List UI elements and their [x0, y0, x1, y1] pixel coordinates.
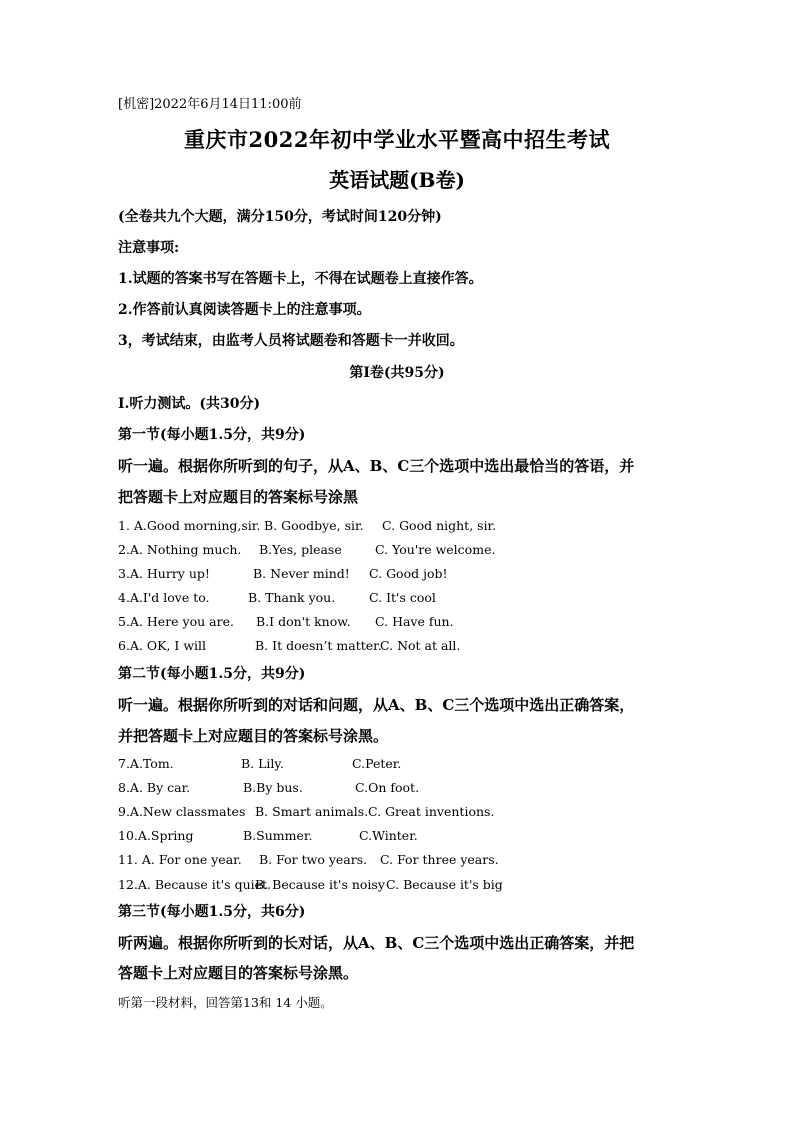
- section2-instruction-line1: 听一遍。根据你所听到的对话和问题，从A、B、C三个选项中选出正确答案，: [118, 696, 635, 714]
- option-a: 9.A.New classmates: [118, 804, 246, 819]
- option-b: B.Yes, please: [259, 542, 342, 557]
- option-b: B.By bus.: [243, 780, 303, 795]
- section3-instruction-line2: 答题卡上对应题目的答案标号涂黑。: [118, 964, 359, 982]
- option-c: C.Peter.: [352, 756, 402, 771]
- note-item-3: 3，考试结束，由监考人员将试题卷和答题卡一并收回。: [118, 333, 464, 349]
- exam-title: 重庆市2022年初中学业水平暨高中招生考试: [184, 127, 610, 152]
- option-a: 3.A. Hurry up!: [118, 566, 210, 581]
- listening-section-title: I.听力测试。(共30分): [118, 396, 261, 412]
- option-c: C.Winter.: [359, 828, 418, 843]
- section1-instruction-line2: 把答题卡上对应题目的答案标号涂黑: [118, 488, 359, 506]
- option-b: B.Summer.: [243, 828, 313, 843]
- option-a: 8.A. By car.: [118, 780, 191, 795]
- option-b: B. For two years.: [259, 852, 368, 867]
- option-c: C. Good job!: [369, 566, 448, 581]
- section3-title: 第三节(每小题1.5分，共6分): [118, 904, 306, 920]
- option-a: 1. A.Good morning,sir.: [118, 518, 261, 533]
- option-a: 4.A.I'd love to.: [118, 590, 210, 605]
- note-item-2: 2.作答前认真阅读答题卡上的注意事项。: [118, 302, 371, 318]
- option-b: B. Because it's noisy: [255, 877, 385, 892]
- section3-instruction-line1: 听两遍。根据你所听到的长对话，从A、B、C三个选项中选出正确答案，并把: [118, 934, 635, 952]
- confidential-note: [机密]2022年6月14日11:00前: [118, 97, 302, 112]
- section2-title: 第二节(每小题1.5分，共9分): [118, 666, 306, 682]
- section2-instruction-line2: 并把答题卡上对应题目的答案标号涂黑。: [118, 727, 389, 745]
- option-b: B. Thank you.: [248, 590, 336, 605]
- section1-title: 第一节(每小题1.5分，共9分): [118, 427, 306, 443]
- option-b: B. Lily.: [241, 756, 284, 771]
- option-c: C.On foot.: [355, 780, 420, 795]
- option-b: B. Goodbye, sir.: [264, 518, 364, 533]
- option-a: 10.A.Spring: [118, 828, 194, 843]
- option-c: C. Great inventions.: [368, 804, 495, 819]
- option-b: B. It doesn’t matter.: [255, 638, 382, 653]
- option-b: B. Smart animals.: [255, 804, 369, 819]
- option-b: B.I don't know.: [256, 614, 351, 629]
- option-c: C. Not at all.: [380, 638, 461, 653]
- option-c: C. Have fun.: [375, 614, 454, 629]
- option-c: C. It's cool: [369, 590, 436, 605]
- exam-subtitle: 英语试题(B卷): [329, 168, 465, 192]
- option-a: 6.A. OK, I will: [118, 638, 207, 653]
- option-a: 2.A. Nothing much.: [118, 542, 242, 557]
- note-item-1: 1.试题的答案书写在答题卡上，不得在试题卷上直接作答。: [118, 271, 483, 287]
- option-a: 5.A. Here you are.: [118, 614, 234, 629]
- notes-heading: 注意事项:: [118, 240, 180, 256]
- option-c: C. Because it's big: [386, 877, 503, 892]
- option-c: C. Good night, sir.: [382, 518, 497, 533]
- option-a: 11. A. For one year.: [118, 852, 242, 867]
- option-c: C. You're welcome.: [375, 542, 496, 557]
- option-b: B. Never mind!: [253, 566, 350, 581]
- section1-instruction-line1: 听一遍。根据你所听到的句子，从A、B、C三个选项中选出最恰当的答语，并: [118, 457, 635, 475]
- exam-info: (全卷共九个大题，满分150分，考试时间120分钟): [118, 209, 442, 225]
- section3-material-note: 听第一段材料，回答第13和 14 小题。: [118, 995, 333, 1010]
- option-a: 12.A. Because it's quiet.: [118, 877, 272, 892]
- option-c: C. For three years.: [380, 852, 499, 867]
- option-a: 7.A.Tom.: [118, 756, 174, 771]
- part1-heading: 第I卷(共95分): [349, 365, 445, 381]
